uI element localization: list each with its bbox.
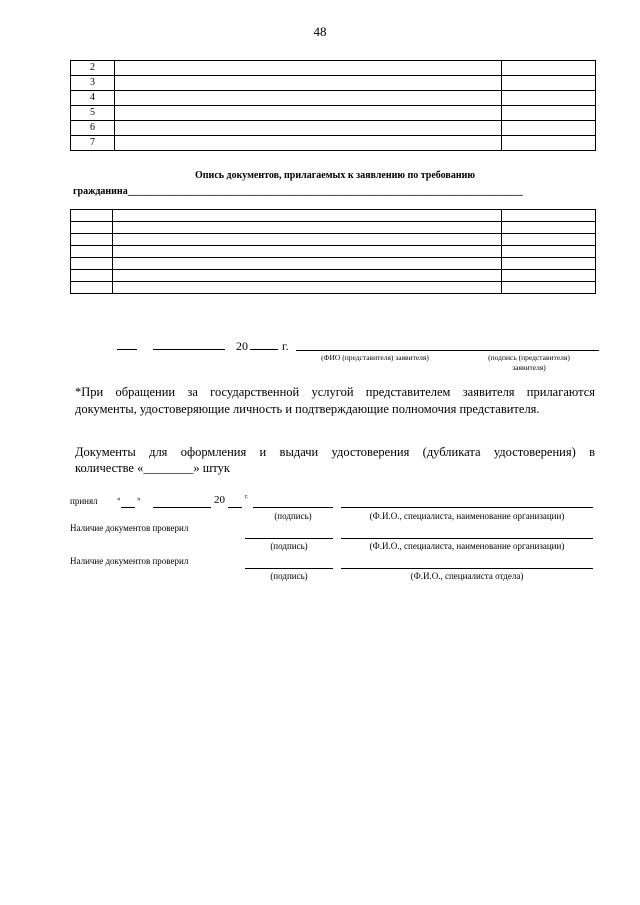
inventory-cell	[502, 258, 596, 270]
table-row	[71, 91, 596, 106]
received-label: принял	[70, 496, 98, 506]
received-year-prefix: 20	[214, 494, 225, 506]
row-document-cell	[114, 76, 501, 91]
checked-sign-line-2	[245, 568, 333, 569]
inventory-title-citizen: гражданина_______________________________________________________________________________	[73, 186, 523, 197]
inventory-cell	[71, 270, 113, 282]
checked-label-2: Наличие документов проверил	[70, 556, 189, 566]
received-fio-line	[341, 507, 593, 508]
row-number: 7	[71, 136, 115, 151]
page-number: 48	[313, 24, 327, 39]
table-row	[71, 136, 596, 151]
inventory-cell	[112, 270, 501, 282]
inventory-cell	[71, 234, 113, 246]
inventory-cell	[502, 282, 596, 294]
row-note-cell	[502, 61, 596, 76]
inventory-cell	[502, 270, 596, 282]
inventory-cell	[112, 222, 501, 234]
checked-fio-line-2	[341, 568, 593, 569]
row-note-cell	[502, 106, 596, 121]
checked-sign-line-1	[245, 538, 333, 539]
inventory-cell	[112, 210, 501, 222]
row-document-cell	[114, 91, 501, 106]
row-note-cell	[502, 121, 596, 136]
inventory-cell	[71, 222, 113, 234]
year-suffix: г.	[282, 339, 289, 353]
table-row	[71, 121, 596, 136]
row-number: 6	[71, 121, 115, 136]
table-row	[71, 210, 596, 222]
row-document-cell	[114, 121, 501, 136]
signature-line	[296, 350, 599, 351]
inventory-cell	[502, 234, 596, 246]
inventory-cell	[71, 246, 113, 258]
table-row	[71, 76, 596, 91]
note-text: *При обращении за государственной услугой представителем заявителя прилагаются документы, удостоверяющие личность и подтверждающие полномочия представителя.	[75, 385, 595, 416]
quote-open: «	[117, 495, 121, 503]
inventory-title: Опись документов, прилагаемых к заявлению по требованию	[195, 170, 475, 181]
received-month-line	[153, 507, 211, 508]
docs-line-2: количестве «________» штук	[75, 461, 230, 475]
day-line	[117, 349, 137, 350]
docs-line-1: Документы для оформления и выдачи удостоверения (дубликата удостоверения) в	[75, 445, 595, 459]
table-row	[71, 246, 596, 258]
table-row	[71, 282, 596, 294]
checked-fio-line-1	[341, 538, 593, 539]
fio-org-caption-1: (Ф.И.О., специалиста, наименование организации)	[369, 511, 565, 521]
row-document-cell	[114, 61, 501, 76]
inventory-cell	[112, 282, 501, 294]
quote-close: »	[137, 495, 141, 503]
inventory-cell	[502, 222, 596, 234]
row-note-cell	[502, 136, 596, 151]
table-row	[71, 270, 596, 282]
podpis-caption-1: (подпись)	[274, 511, 312, 521]
row-document-cell	[114, 136, 501, 151]
received-year-suffix: г.	[245, 494, 249, 500]
received-day-line	[121, 507, 135, 508]
row-number: 4	[71, 91, 115, 106]
fio-org-caption-2: (Ф.И.О., специалиста, наименование организации)	[369, 541, 565, 551]
row-note-cell	[502, 91, 596, 106]
podpis-caption-2: (подпись)	[270, 541, 308, 551]
podpis-caption-3: (подпись)	[270, 571, 308, 581]
table-row	[71, 222, 596, 234]
row-number: 3	[71, 76, 115, 91]
sign-caption-2: заявителя)	[512, 363, 546, 372]
checked-label-1: Наличие документов проверил	[70, 523, 189, 533]
row-number: 5	[71, 106, 115, 121]
row-number: 2	[71, 61, 115, 76]
table-row	[71, 234, 596, 246]
inventory-cell	[71, 282, 113, 294]
inventory-cell	[71, 210, 113, 222]
table-row	[71, 106, 596, 121]
table-inventory	[70, 209, 596, 294]
sign-caption: (подпись (представителя)	[488, 353, 570, 362]
inventory-cell	[112, 246, 501, 258]
inventory-cell	[112, 258, 501, 270]
table-row	[71, 258, 596, 270]
fio-caption: (ФИО (представителя) заявителя)	[321, 353, 429, 362]
table-numbered	[70, 60, 596, 151]
row-note-cell	[502, 76, 596, 91]
year-prefix: 20	[236, 339, 248, 353]
received-sign-line	[253, 507, 333, 508]
table-row	[71, 61, 596, 76]
year-line	[250, 349, 278, 350]
inventory-cell	[112, 234, 501, 246]
fio-dept-caption: (Ф.И.О., специалиста отдела)	[410, 571, 524, 581]
inventory-cell	[71, 258, 113, 270]
row-document-cell	[114, 106, 501, 121]
inventory-cell	[502, 210, 596, 222]
inventory-cell	[502, 246, 596, 258]
received-year-line	[228, 507, 242, 508]
month-line	[153, 349, 225, 350]
